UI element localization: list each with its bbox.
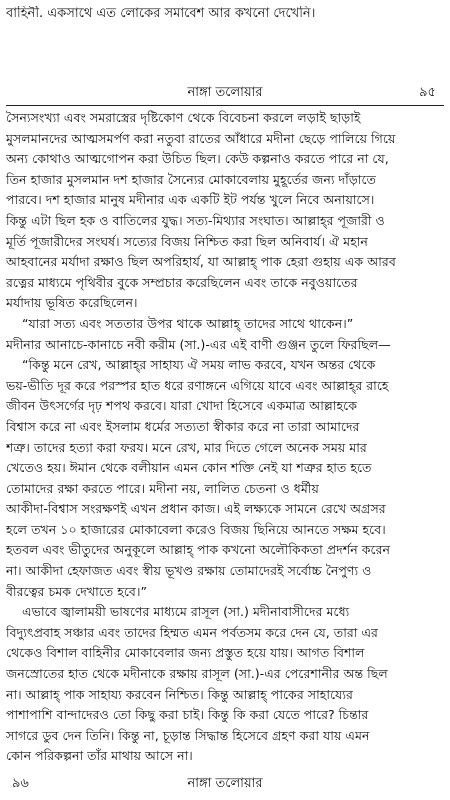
text-line: তিন হাজার মুসলমান দশ হাজার সৈন্যের মোকাবেলায় মুহূর্তের জন্য দাঁড়াতে: [6, 171, 376, 187]
text-line: হতবল এবং ভীতুদের অনুকূলে আল্লাহ্‌ পাক কখনো অলৌকিকতা প্রদর্শন করেন: [6, 542, 391, 558]
text-line: অন্য কোথাও আত্মগোপন করা উচিত ছিল। কেউ কল্পনাও করতে পারে না যে,: [6, 151, 389, 167]
text-line: আকীদা-বিশ্বাস সংরক্ষণই এখন প্রধান কাজ। এই লক্ষ্যকে সামনে রেখে অগ্রসর: [6, 501, 386, 517]
text-line: রত্নের মাধ্যমে পৃথিবীর বুকে সম্প্রচার করেছিলেন এবং তাকে নবুওয়াতের: [6, 274, 358, 290]
text-line: খেতেও হয়। ঈমান থেকে বলীয়ান এমন কোন শক্তি নেই যা শত্রুর হাত হতে: [6, 460, 372, 476]
text-line: “কিন্তু মনে রেখ, আল্লাহ্‌র সাহায্য ঐ সময় লাভ করবে, যখন অন্তর থেকে: [6, 357, 376, 373]
text-line: মূর্তি পূজারীদের সংঘর্ষ। সত্যের বিজয় নিশ্চিত করা ছিল অনিবার্য। ঐ মহান: [6, 233, 368, 249]
header-rule: [6, 105, 444, 106]
text-line: মুসলমানদের আত্মসমর্পণ করা নতুবা রাতের আঁধারে মদীনা ছেড়ে পালিয়ে গিয়ে: [6, 130, 396, 146]
text-line: সাগরে ডুব দেন তিনি। কিন্তু না, চূড়ান্ত সিদ্ধান্ত হিসেবে গ্রহণ করা যায় এমন: [6, 727, 370, 743]
text-line: মদীনার আনাচে-কানাচে নবী করীম (সা.)-এর এই বাণী গুঞ্জন তুলে ফিরছিল—: [6, 336, 391, 352]
text-line: বীরত্বের চমক দেখাতে হবে।”: [6, 583, 147, 599]
text-line: বিশ্বাস করে না এবং ইসলাম ধর্মের সত্যতা স্বীকার করে না তারা আমাদের: [6, 418, 360, 434]
text-line: শত্রু। তাদের হত্যা করা ফরয। মনে রেখ, মার দিতে গেলে অনেক সময় মার: [6, 439, 367, 455]
previous-page-tail: বাহিনী. একসাথে এত লোকের সমাবেশ আর কখনো দেখেনি।: [6, 6, 316, 21]
text-line: জীবন উৎসর্গের দৃঢ় শপথ করবে। যারা খোদা হিসেবে একমাত্র আল্লাহকে: [6, 398, 358, 414]
text-line: হলে তখন ১০ হাজারের মোকাবেলা করেও বিজয় ছিনিয়ে আনতে সক্ষম হবে।: [6, 521, 386, 537]
text-line: সৈন্যসংখ্যা এবং সমরাস্ত্রের দৃষ্টিকোণ থেকে বিবেচনা করলে লড়াই ছাড়াই: [6, 110, 361, 125]
running-title: নাঙ্গা তলোয়ার: [187, 85, 263, 100]
text-line: জনস্রোতের হাত থেকে মদীনাকে রক্ষায় রাসূল (সা.)-এর পেরেশানীর অন্ত ছিল: [6, 666, 388, 682]
text-line: এভাবে জ্বালাময়ী ভাষণের মাধ্যমে রাসূল (সা.) মদীনাবাসীদের মধ্যে: [6, 604, 350, 620]
text-line: ভয়-ভীতি দূর করে পরস্পর হাত ধরে রণাঙ্গনে এগিয়ে যাবে এবং আল্লাহ্‌র রাহে: [6, 377, 389, 393]
text-line: মর্যাদায় ভূষিত করেছিলেন।: [6, 295, 138, 311]
text-line: কিন্তু এটা ছিল হক ও বাতিলের যুদ্ধ। সত্য-মিথ্যার সংঘাত। আল্লাহ্‌র পূজারী ও: [6, 212, 385, 228]
page-header: [6, 84, 444, 104]
text-line: বিদ্যুৎপ্রবাহ সঞ্চার এবং তাদের হিম্মত এমন পর্বতসম করে দেন যে, তারা এর: [6, 624, 378, 640]
text-line: না। আল্লাহ্‌ পাক সাহায্য করবেন নিশ্চিত। কিন্তু আল্লাহ্‌ পাকের সাহায্যের: [6, 686, 353, 702]
page-number: ৯৫: [419, 85, 436, 100]
text-line: না। আকীদা হেফাজত এবং স্বীয় ভূখণ্ড রক্ষায় তোমাদেরই সর্বোচ্চ নৈপুণ্য ও: [6, 563, 372, 579]
next-running-title: নাঙ্গা তলোয়ার: [187, 776, 263, 791]
text-line: পারবে। দশ হাজার মানুষ মদীনার এক একটি ইট পর্যন্ত খুলে নিবে অনায়াসে।: [6, 192, 375, 208]
text-line: পাশাপাশি বান্দাদেরও তো কিছু করা চাই। কিন্তু কি করা যেতে পারে? চিন্তার: [6, 707, 369, 723]
text-line: তোমাদের রক্ষা করতে পারে। মদীনা নয়, লালিত চেতনা ও ধর্মীয়: [6, 480, 319, 496]
page-footer: [6, 775, 444, 795]
text-line: থেকেও বিশাল বাহিনীর মোকাবেলার জন্য প্রস্তুত হয়ে যায়। আগত বিশাল: [6, 645, 365, 661]
next-page-number: ৯৬: [12, 776, 29, 791]
text-line: কোন পরিকল্পনা তাঁর মাথায় আসে না।: [6, 748, 193, 764]
text-line: “যারা সত্য এবং সততার উপর থাকে আল্লাহ্‌ তাদের সাথে থাকেন।”: [6, 315, 354, 331]
text-line: আহবানের মর্যাদা রক্ষাও ছিল অপরিহার্য, যা আল্লাহ্‌ পাক হেরা গুহায় এক আরব: [6, 254, 396, 270]
body-text: [6, 108, 444, 767]
